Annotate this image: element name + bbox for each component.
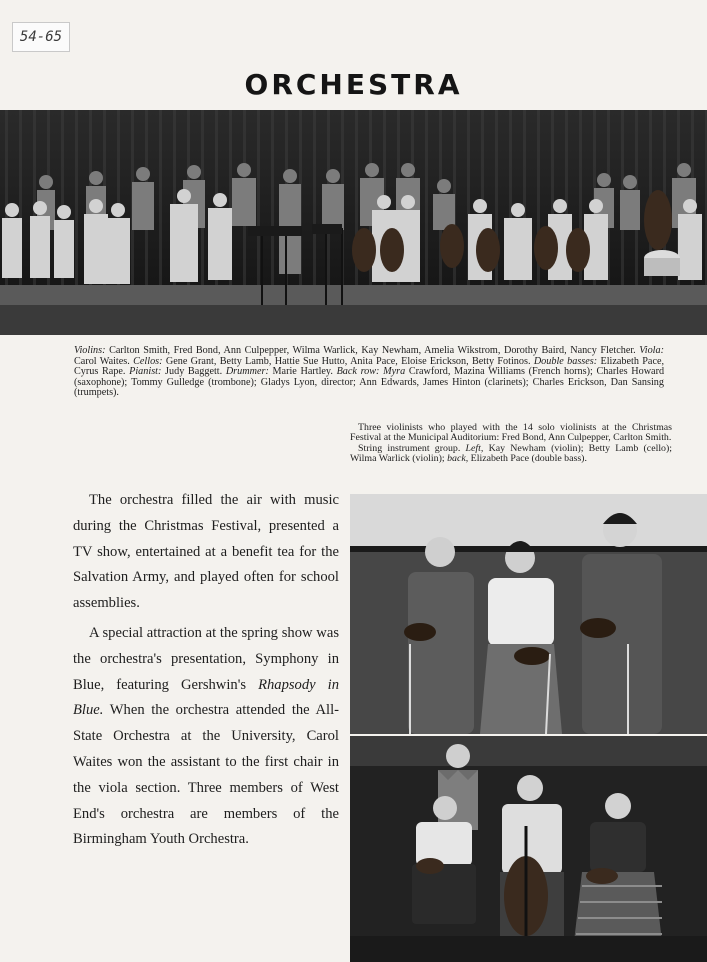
left-label: Left, (465, 442, 484, 454)
trio-caption: Three violinists who played with the 14 solo violinists at the Christmas Festival at the Municipal Auditorium: Fred Bond, Ann Culpepper, Carlton Smith. (350, 422, 672, 444)
side-photo-captions (350, 423, 672, 465)
viola-label: Viola: (639, 345, 664, 356)
pianist-name: Judy Baggett. (165, 366, 223, 378)
violinist-trio-photo (350, 494, 707, 734)
violins-names: Carlton Smith, Fred Bond, Ann Culpepper, Wilma Warlick, Kay Newham, Amelia Wikstrom, Dorothy Baird, Nancy Fletcher. (109, 345, 636, 356)
string-group-caption (350, 444, 672, 465)
left-names: Kay Newham (violin); Betty Lamb (cello); Wilma Warlick (violin); (350, 442, 673, 465)
back-row-names: Crawford, Mazina Williams (French horns); Charles Howard (saxophone); Tommy Gulledge (trombone); Gladys Lyon, director; Ann Edwards, James Hinton (clarinets); Charles Erickson, Dan Sansing (trumpets). (74, 366, 665, 399)
rhapsody-title: Rhapsody in Blue. (73, 676, 340, 719)
cellos-names: Gene Grant, Betty Lamb, Hattie Sue Hutto, Anita Pace, Eloise Erickson, Betty Fotinos. (165, 355, 531, 367)
drummer-label: Drummer: (225, 366, 269, 378)
paragraph-2-end: When the orchestra attended the All-State Orchestra at the University, Carol Waites won the assistant to the first chair in the viola section. Three members of West End's orchestra are members of the Birmingham Youth Orchestra. (73, 702, 339, 848)
article-body (73, 488, 339, 857)
back-row-first-name: Myra (383, 366, 406, 378)
viola-names: Carol Waites. (74, 355, 130, 367)
orchestra-photo-caption (74, 346, 664, 399)
article-paragraph-2 (73, 621, 339, 853)
back-row-label: Back row: (336, 366, 380, 378)
orchestra-group-photo (0, 110, 707, 335)
cellos-label: Cellos: (133, 355, 163, 367)
pianist-label: Pianist: (129, 366, 162, 378)
basses-names: Elizabeth Pace, Cyrus Rape. (74, 355, 665, 378)
string-group-photo (350, 736, 707, 962)
drummer-name: Marie Hartley. (272, 366, 333, 378)
paragraph-2-start: A special attraction at the spring show was the orchestra's presentation, Symphony in Blue, featuring Gershwin's (73, 624, 339, 693)
violins-label: Violins: (74, 345, 106, 356)
page-title: ORCHESTRA (244, 68, 463, 101)
article-paragraph-1: The orchestra filled the air with music during the Christmas Festival, presented a TV show, entertained at a benefit tea for the Salvation Army, and played often for school assemblies. (73, 492, 339, 612)
page-marker: 54-65 (12, 22, 70, 52)
back-names: Elizabeth Pace (double bass). (470, 453, 587, 465)
string-group-lead: String instrument group. (358, 442, 461, 454)
basses-label: Double basses: (533, 355, 598, 367)
back-label: back, (447, 453, 469, 465)
